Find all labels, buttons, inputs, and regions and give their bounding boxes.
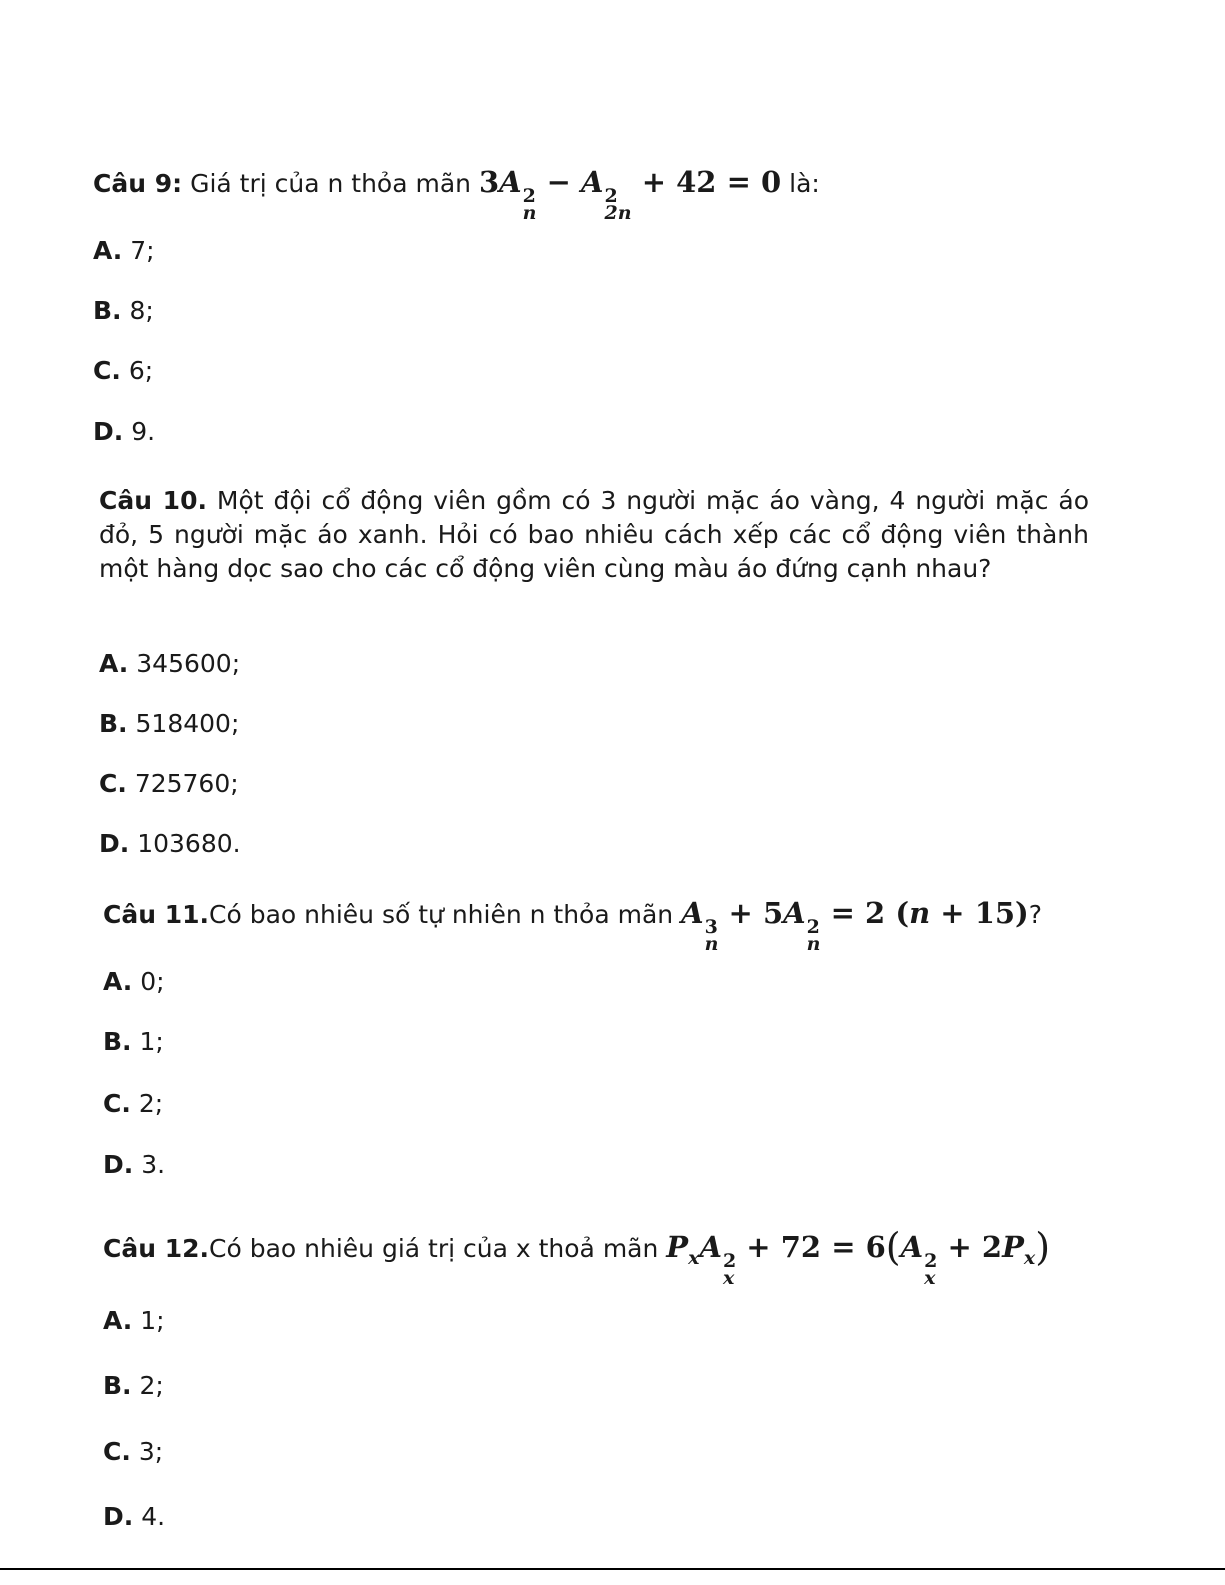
question-11-formula: A 3 n + 5A 2 n = 2 (n + 15): [681, 896, 1029, 956]
question-11: [103, 896, 1043, 956]
q9-option-c[interactable]: C. 6;: [93, 356, 154, 385]
q12-option-d[interactable]: D. 4.: [103, 1502, 166, 1531]
bottom-divider: [0, 1568, 1225, 1570]
q9-option-b[interactable]: B. 8;: [93, 296, 154, 325]
question-9-formula: 3A 2 n − A 2 2n + 42 = 0: [478, 165, 782, 225]
question-10-text: Một đội cổ động viên gồm có 3 người mặc áo vàng, 4 người mặc áo đỏ, 5 người mặc áo xanh. Hỏi có bao nhiêu cách xếp các cổ động viên thành một hàng dọc sao cho các cổ động viên cùng màu áo đứng cạnh nhau?: [99, 486, 1089, 583]
q12-option-c[interactable]: C. 3;: [103, 1437, 164, 1466]
q11-option-b[interactable]: B. 1;: [103, 1027, 164, 1056]
question-11-text: Có bao nhiêu số tự nhiên n thỏa mãn: [209, 900, 674, 929]
q12-option-b[interactable]: B. 2;: [103, 1371, 164, 1400]
q10-option-d[interactable]: D. 103680.: [99, 829, 241, 858]
question-12: [103, 1225, 1051, 1290]
q11-option-a[interactable]: A. 0;: [103, 967, 165, 996]
q10-option-b[interactable]: B. 518400;: [99, 709, 240, 738]
question-9-label: Câu 9:: [93, 169, 183, 198]
q11-option-c[interactable]: C. 2;: [103, 1089, 164, 1118]
question-12-formula: $P_xA$ 2 x + 72 = 6(A 2 x + $2P_x$): [666, 1225, 1051, 1290]
q10-option-a[interactable]: A. 345600;: [99, 649, 241, 678]
question-12-label: Câu 12.: [103, 1234, 210, 1263]
question-11-label: Câu 11.: [103, 900, 210, 929]
q10-option-c[interactable]: C. 725760;: [99, 769, 239, 798]
q9-option-a[interactable]: A. 7;: [93, 236, 155, 265]
question-10: [99, 484, 1089, 586]
question-9-text: Giá trị của n thỏa mãn: [190, 169, 472, 198]
q9-option-d[interactable]: D. 9.: [93, 417, 156, 446]
question-12-text: Có bao nhiêu giá trị của x thoả mãn: [209, 1234, 659, 1263]
question-10-label: Câu 10.: [99, 486, 207, 515]
question-9: [93, 165, 820, 225]
question-11-suffix: ?: [1028, 900, 1043, 929]
q12-option-a[interactable]: A. 1;: [103, 1306, 165, 1335]
q11-option-d[interactable]: D. 3.: [103, 1150, 166, 1179]
question-9-suffix: là:: [789, 169, 820, 198]
